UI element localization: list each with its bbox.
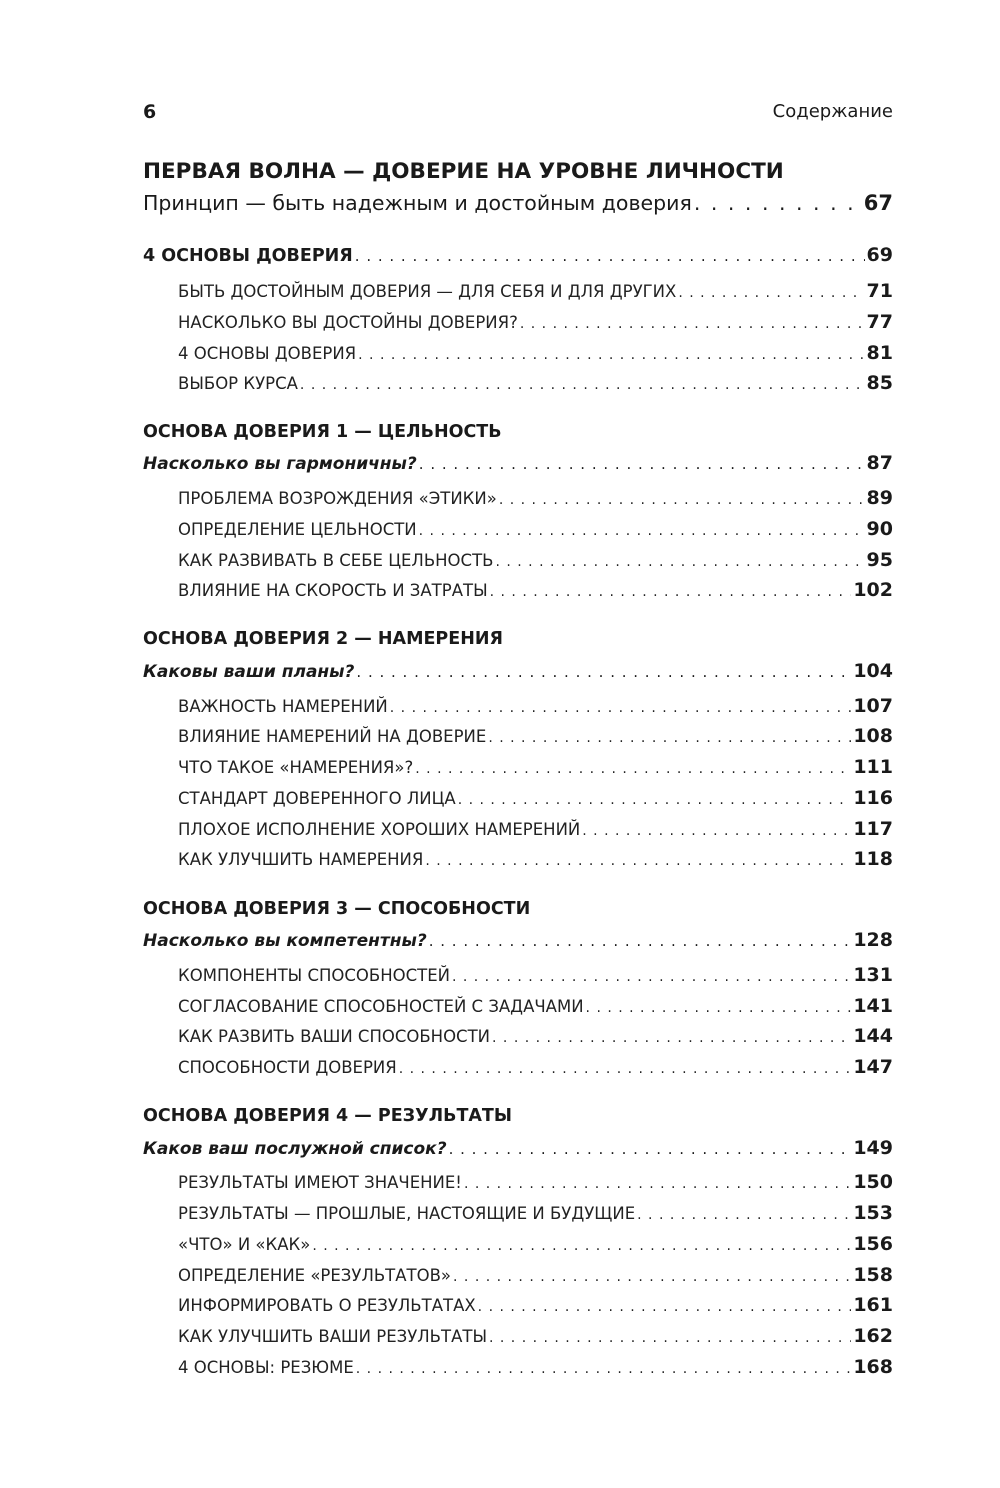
dot-leader <box>358 344 864 363</box>
toc-item-text: ЧТО ТАКОЕ «НАМЕРЕНИЯ»? <box>178 758 414 777</box>
toc-item-page: 131 <box>853 964 893 986</box>
toc-item-page: 77 <box>866 311 893 333</box>
toc-item[interactable] <box>178 311 893 333</box>
toc-item-page: 90 <box>866 518 893 540</box>
toc-item[interactable] <box>178 372 893 394</box>
section-subtitle-page: 87 <box>866 452 893 474</box>
toc-item[interactable] <box>178 1233 893 1255</box>
toc-item[interactable] <box>178 1325 893 1347</box>
toc-item[interactable] <box>178 518 893 540</box>
chapter-title: 4 ОСНОВЫ ДОВЕРИЯ <box>143 246 353 266</box>
section-subtitle-entry[interactable] <box>143 1137 893 1159</box>
toc-item-page: 147 <box>853 1056 893 1078</box>
dot-leader <box>490 581 852 600</box>
toc-item[interactable] <box>178 549 893 571</box>
toc-item-page: 111 <box>853 756 893 778</box>
dot-leader <box>495 551 864 570</box>
toc-item[interactable] <box>178 995 893 1017</box>
toc-item-text: СОГЛАСОВАНИЕ СПОСОБНОСТЕЙ С ЗАДАЧАМИ <box>178 997 584 1016</box>
toc-item[interactable] <box>178 1056 893 1078</box>
toc-item-page: 81 <box>866 342 893 364</box>
toc-item[interactable] <box>178 695 893 717</box>
section-title: ОСНОВА ДОВЕРИЯ 1 — ЦЕЛЬНОСТЬ <box>143 422 502 442</box>
toc-item-text: ВАЖНОСТЬ НАМЕРЕНИЙ <box>178 697 388 716</box>
page-header <box>143 101 893 125</box>
toc-item-text: БЫТЬ ДОСТОЙНЫМ ДОВЕРИЯ — ДЛЯ СЕБЯ И ДЛЯ ДРУГИХ <box>178 282 677 301</box>
toc-item-text: ПРОБЛЕМА ВОЗРОЖДЕНИЯ «ЭТИКИ» <box>178 489 497 508</box>
toc-item-page: 158 <box>853 1264 893 1286</box>
toc-item-text: СПОСОБНОСТИ ДОВЕРИЯ <box>178 1058 397 1077</box>
toc-item-page: 162 <box>853 1325 893 1347</box>
dot-leader <box>637 1204 851 1223</box>
toc-item-text: ОПРЕДЕЛЕНИЕ «РЕЗУЛЬТАТОВ» <box>178 1266 452 1285</box>
part-title: ПЕРВАЯ ВОЛНА — ДОВЕРИЕ НА УРОВНЕ ЛИЧНОСТИ <box>143 159 784 184</box>
dot-leader <box>678 282 864 301</box>
dot-leader <box>390 697 852 716</box>
toc-item-text: ИНФОРМИРОВАТЬ О РЕЗУЛЬТАТАХ <box>178 1296 476 1315</box>
dot-leader <box>694 191 862 215</box>
toc-item-page: 107 <box>853 695 893 717</box>
section-subtitle-page: 149 <box>853 1137 893 1159</box>
toc-item-text: КАК УЛУЧШИТЬ НАМЕРЕНИЯ <box>178 850 424 869</box>
dot-leader <box>355 246 865 266</box>
dot-leader <box>300 374 865 393</box>
dot-leader <box>582 820 851 839</box>
toc-item[interactable] <box>178 1294 893 1316</box>
dot-leader <box>449 1139 852 1159</box>
section-subtitle-page: 104 <box>853 660 893 682</box>
toc-item[interactable] <box>178 579 893 601</box>
toc-item-page: 71 <box>866 280 893 302</box>
toc-item[interactable] <box>178 280 893 302</box>
section-subtitle: Каков ваш послужной список? <box>143 1139 447 1159</box>
toc-item-page: 153 <box>853 1202 893 1224</box>
toc-item-text: ПЛОХОЕ ИСПОЛНЕНИЕ ХОРОШИХ НАМЕРЕНИЙ <box>178 820 581 839</box>
section-title: ОСНОВА ДОВЕРИЯ 3 — СПОСОБНОСТИ <box>143 899 531 919</box>
toc-item-page: 141 <box>853 995 893 1017</box>
toc-item-page: 161 <box>853 1294 893 1316</box>
toc-item-page: 168 <box>853 1356 893 1378</box>
toc-item-text: КАК РАЗВИТЬ ВАШИ СПОСОБНОСТИ <box>178 1027 491 1046</box>
section-title: ОСНОВА ДОВЕРИЯ 2 — НАМЕРЕНИЯ <box>143 629 503 649</box>
dot-leader <box>492 1027 851 1046</box>
dot-leader <box>419 454 865 474</box>
toc-item-text: 4 ОСНОВЫ: РЕЗЮМЕ <box>178 1358 354 1377</box>
toc-item-text: КАК УЛУЧШИТЬ ВАШИ РЕЗУЛЬТАТЫ <box>178 1327 487 1346</box>
toc-item[interactable] <box>178 1356 893 1378</box>
toc-item[interactable] <box>178 342 893 364</box>
toc-item[interactable] <box>178 848 893 870</box>
toc-item[interactable] <box>178 1171 893 1193</box>
chapter-page: 69 <box>866 244 893 266</box>
toc-item-page: 102 <box>853 579 893 601</box>
principle-entry[interactable] <box>143 191 893 215</box>
toc-item-page: 144 <box>853 1025 893 1047</box>
toc-item-text: «ЧТО» И «КАК» <box>178 1235 311 1254</box>
toc-item[interactable] <box>178 1025 893 1047</box>
toc-item-text: РЕЗУЛЬТАТЫ ИМЕЮТ ЗНАЧЕНИЕ! <box>178 1173 462 1192</box>
toc-item[interactable] <box>178 725 893 747</box>
toc-item-text: СТАНДАРТ ДОВЕРЕННОГО ЛИЦА <box>178 789 456 808</box>
dot-leader <box>356 1358 852 1377</box>
section-subtitle-entry[interactable] <box>143 452 893 474</box>
dot-leader <box>464 1173 851 1192</box>
toc-item[interactable] <box>178 487 893 509</box>
toc-item[interactable] <box>178 964 893 986</box>
toc-item-page: 95 <box>866 549 893 571</box>
toc-item-page: 150 <box>853 1171 893 1193</box>
toc-item-text: НАСКОЛЬКО ВЫ ДОСТОЙНЫ ДОВЕРИЯ? <box>178 313 518 332</box>
toc-item-page: 116 <box>853 787 893 809</box>
toc-item[interactable] <box>178 787 893 809</box>
section-subtitle-entry[interactable] <box>143 929 893 951</box>
dot-leader <box>453 1266 851 1285</box>
dot-leader <box>499 489 865 508</box>
dot-leader <box>478 1296 852 1315</box>
toc-item-page: 89 <box>866 487 893 509</box>
toc-item-page: 108 <box>853 725 893 747</box>
dot-leader <box>520 313 865 332</box>
section-title: ОСНОВА ДОВЕРИЯ 4 — РЕЗУЛЬТАТЫ <box>143 1106 513 1126</box>
toc-item[interactable] <box>178 1202 893 1224</box>
toc-item[interactable] <box>178 1264 893 1286</box>
dot-leader <box>419 520 865 539</box>
toc-item-page: 156 <box>853 1233 893 1255</box>
toc-item-page: 117 <box>853 818 893 840</box>
dot-leader <box>425 850 851 869</box>
page-number: 6 <box>143 101 157 123</box>
dot-leader <box>415 758 851 777</box>
toc-item-page: 118 <box>853 848 893 870</box>
section-subtitle-entry[interactable] <box>143 660 893 682</box>
toc-item-text: КАК РАЗВИВАТЬ В СЕБЕ ЦЕЛЬНОСТЬ <box>178 551 494 570</box>
dot-leader <box>488 727 851 746</box>
section-subtitle: Каковы ваши планы? <box>143 662 355 682</box>
toc-item-text: 4 ОСНОВЫ ДОВЕРИЯ <box>178 344 357 363</box>
principle-text: Принцип — быть надежным и достойным доверия <box>143 191 692 215</box>
dot-leader <box>429 931 852 951</box>
section-subtitle: Насколько вы компетентны? <box>143 931 427 951</box>
toc-item-text: ВЛИЯНИЕ НА СКОРОСТЬ И ЗАТРАТЫ <box>178 581 488 600</box>
principle-page: 67 <box>863 191 893 215</box>
chapter-entry[interactable] <box>143 244 893 266</box>
dot-leader <box>489 1327 851 1346</box>
section-subtitle-page: 128 <box>853 929 893 951</box>
toc-item-text: ОПРЕДЕЛЕНИЕ ЦЕЛЬНОСТИ <box>178 520 417 539</box>
dot-leader <box>399 1058 852 1077</box>
toc-item-text: ВЫБОР КУРСА <box>178 374 298 393</box>
dot-leader <box>452 966 851 985</box>
section-subtitle: Насколько вы гармоничны? <box>143 454 417 474</box>
dot-leader <box>356 662 851 682</box>
running-title: Содержание <box>772 101 893 122</box>
dot-leader <box>312 1235 851 1254</box>
toc-item[interactable] <box>178 818 893 840</box>
toc-item-page: 85 <box>866 372 893 394</box>
toc-item[interactable] <box>178 756 893 778</box>
toc-item-text: ВЛИЯНИЕ НАМЕРЕНИЙ НА ДОВЕРИЕ <box>178 727 487 746</box>
dot-leader <box>458 789 852 808</box>
dot-leader <box>586 997 852 1016</box>
toc-item-text: КОМПОНЕНТЫ СПОСОБНОСТЕЙ <box>178 966 450 985</box>
toc-item-text: РЕЗУЛЬТАТЫ — ПРОШЛЫЕ, НАСТОЯЩИЕ И БУДУЩИЕ <box>178 1204 636 1223</box>
